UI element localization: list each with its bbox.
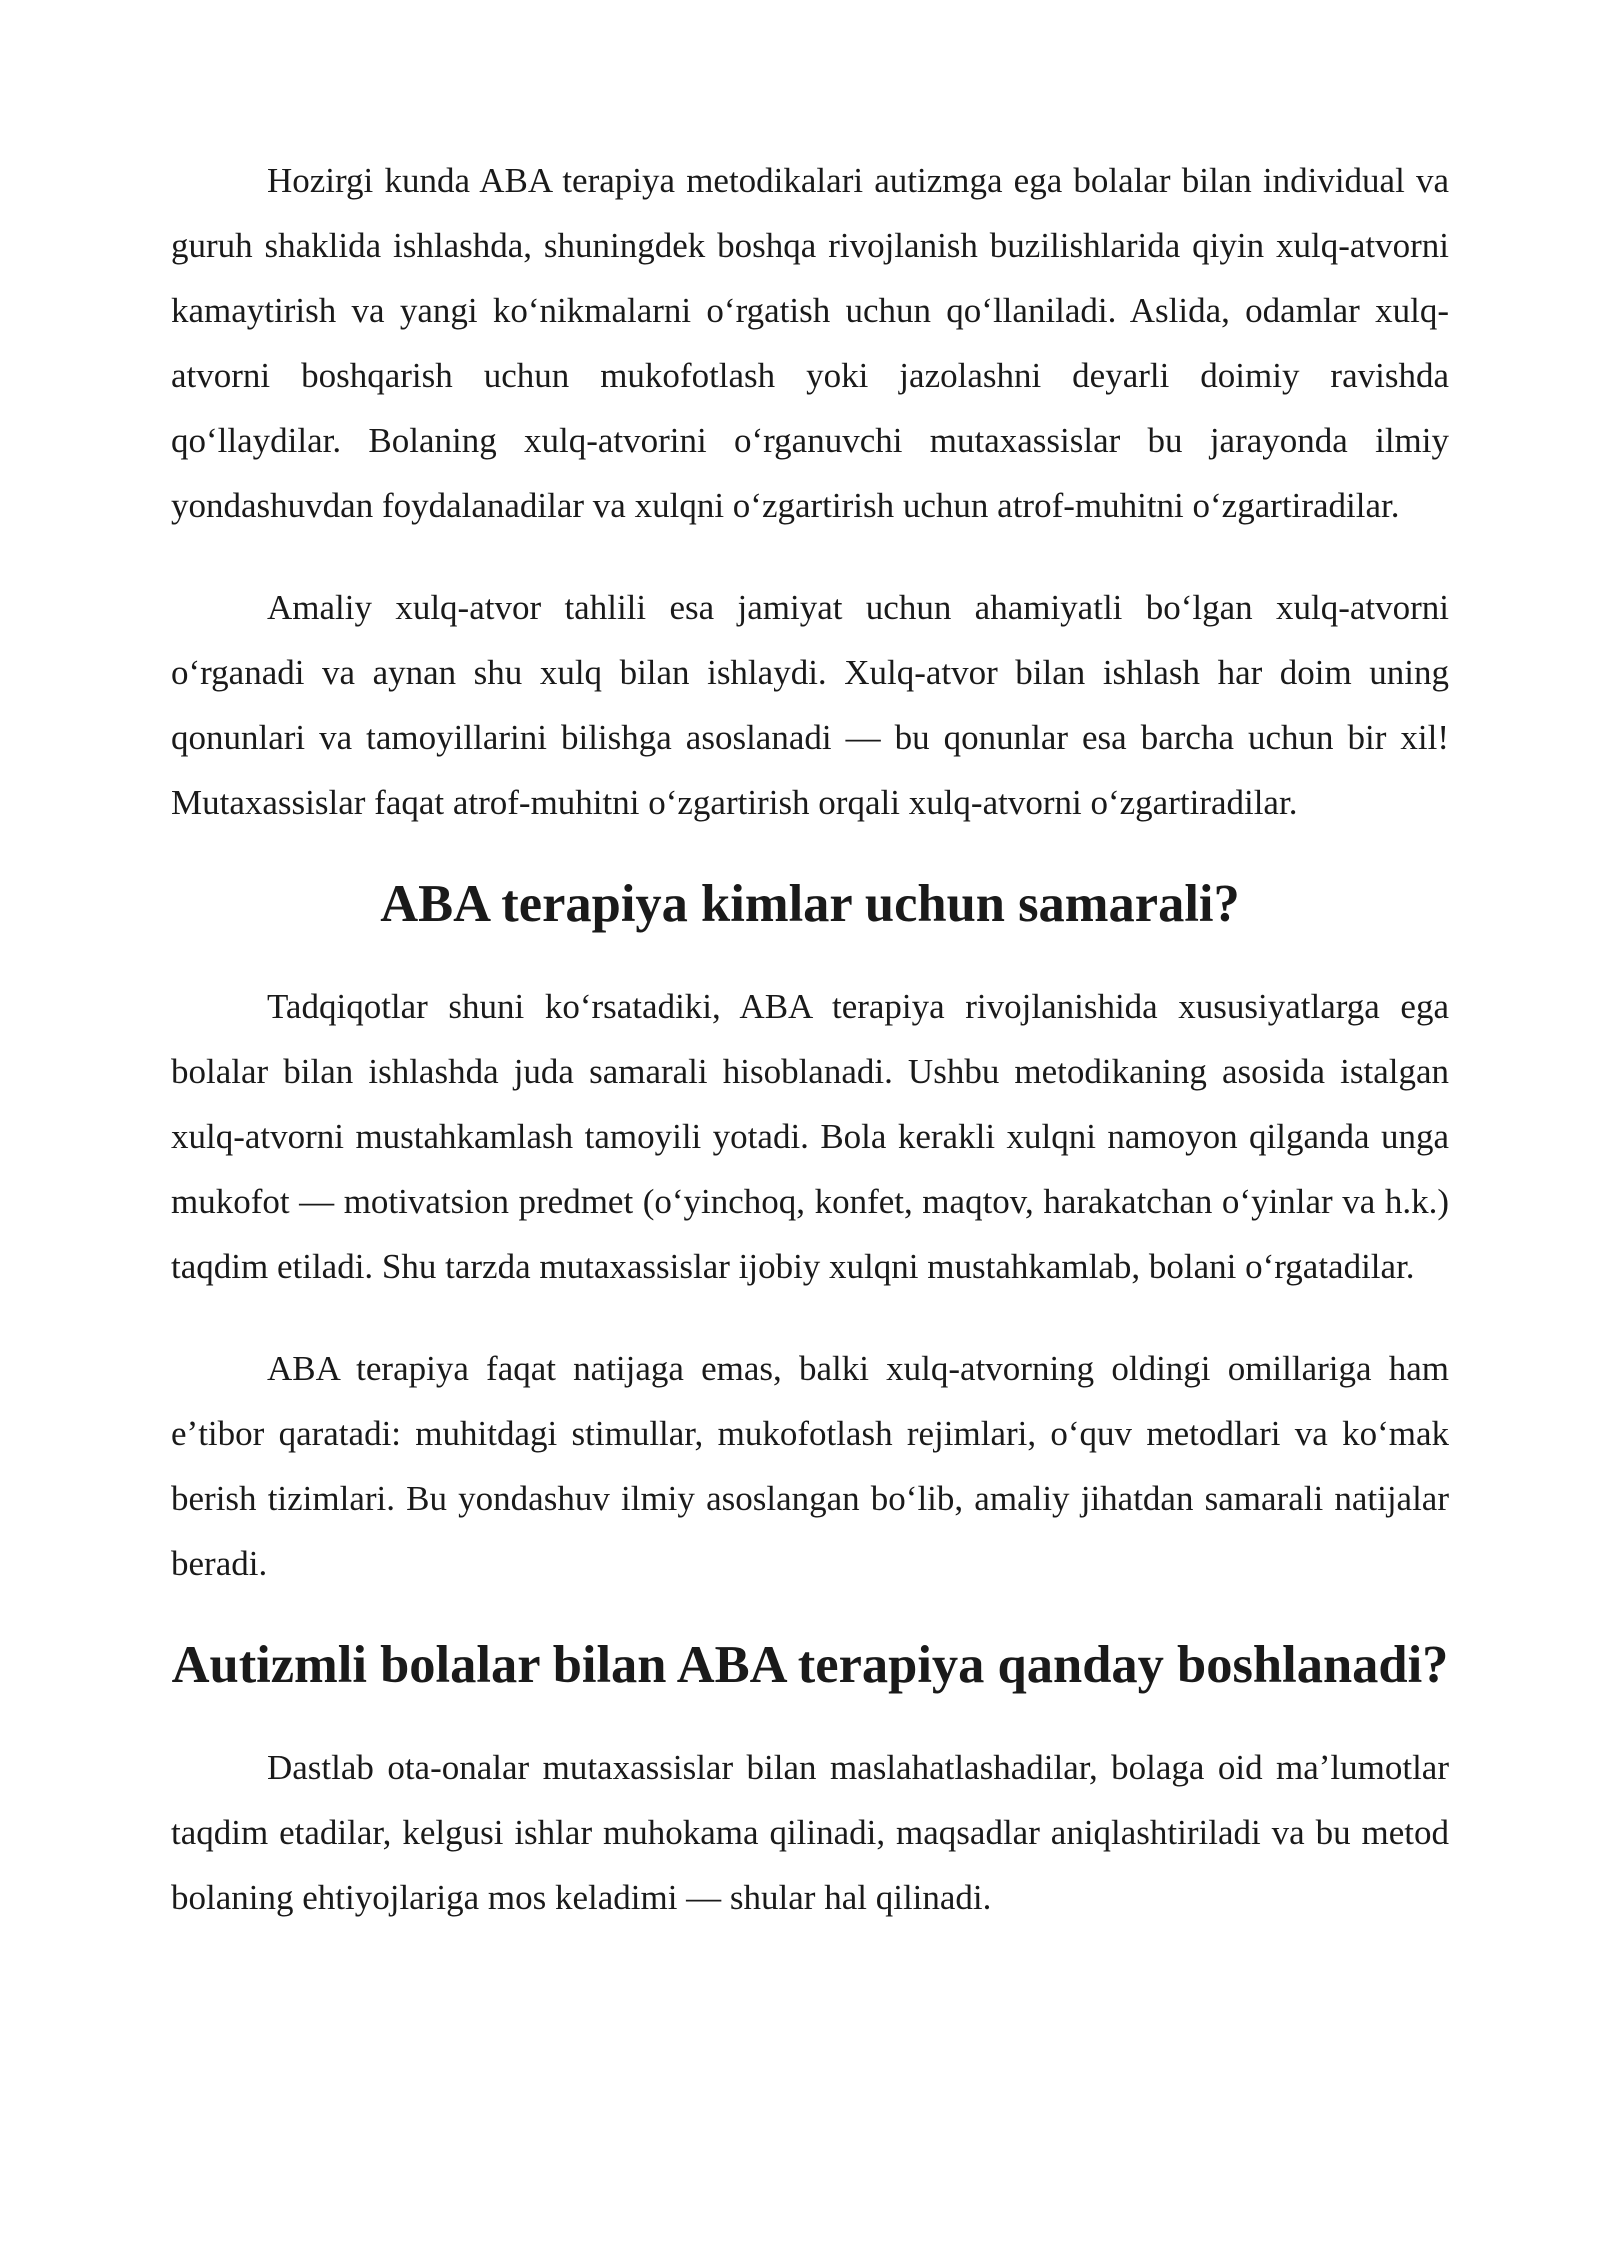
paragraph-aba-methods-intro: Hozirgi kunda ABA terapiya metodikalari autizmga ega bolalar bilan individual va guruh shaklida ishlashda, shuningdek boshqa rivojlanish buzilishlarida qiyin xulq-atvorni kamaytirish va yangi koʻnikmalarni oʻrgatish uchun qoʻllaniladi. Aslida, odamlar xulq-atvorni boshqarish uchun mukofotlash yoki jazolashni deyarli doimiy ravishda qoʻllaydilar. Bolaning xulq-atvorini oʻrganuvchi mutaxassislar bu jarayonda ilmiy yondashuvdan foydalanadilar va xulqni oʻzgartirish uchun atrof-muhitni oʻzgartiradilar. — [171, 161, 1449, 525]
heading-who-is-aba-effective-for: ABA terapiya kimlar uchun samarali? — [380, 875, 1240, 933]
paragraph-antecedent-factors: ABA terapiya faqat natijaga emas, balki xulq-atvorning oldingi omillariga ham eʼtibor qaratadi: muhitdagi stimullar, mukofotlash rejimlari, oʻquv metodlari va koʻmak berish tizimlari. Bu yondashuv ilmiy asoslangan boʻlib, amaliy jihatdan samarali natijalar beradi. — [171, 1349, 1449, 1583]
document-page — [171, 148, 1449, 1930]
paragraph-research-effectiveness: Tadqiqotlar shuni koʻrsatadiki, ABA terapiya rivojlanishida xususiyatlarga ega bolalar bilan ishlashda juda samarali hisoblanadi. Ushbu metodikaning asosida istalgan xulq-atvorni mustahkamlash tamoyili yotadi. Bola kerakli xulqni namoyon qilganda unga mukofot — motivatsion predmet (oʻyinchoq, konfet, maqtov, harakatchan oʻyinlar va h.k.) taqdim etiladi. Shu tarzda mutaxassislar ijobiy xulqni mustahkamlab, bolani oʻrgatadilar. — [171, 987, 1449, 1286]
paragraph-applied-behavior-analysis: Amaliy xulq-atvor tahlili esa jamiyat uchun ahamiyatli boʻlgan xulq-atvorni oʻrganadi va aynan shu xulq bilan ishlaydi. Xulq-atvor bilan ishlash har doim uning qonunlari va tamoyillarini bilishga asoslanadi — bu qonunlar esa barcha uchun bir xil! Mutaxassislar faqat atrof-muhitni oʻzgartirish orqali xulq-atvorni oʻzgartiradilar. — [171, 588, 1449, 822]
heading-how-aba-begins: Autizmli bolalar bilan ABA terapiya qanday boshlanadi? — [171, 1636, 1449, 1694]
paragraph-parents-consultation: Dastlab ota-onalar mutaxassislar bilan maslahatlashadilar, bolaga oid maʼlumotlar taqdim etadilar, kelgusi ishlar muhokama qilinadi, maqsadlar aniqlashtiriladi va bu metod bolaning ehtiyojlariga mos keladimi — shular hal qilinadi. — [171, 1748, 1449, 1917]
